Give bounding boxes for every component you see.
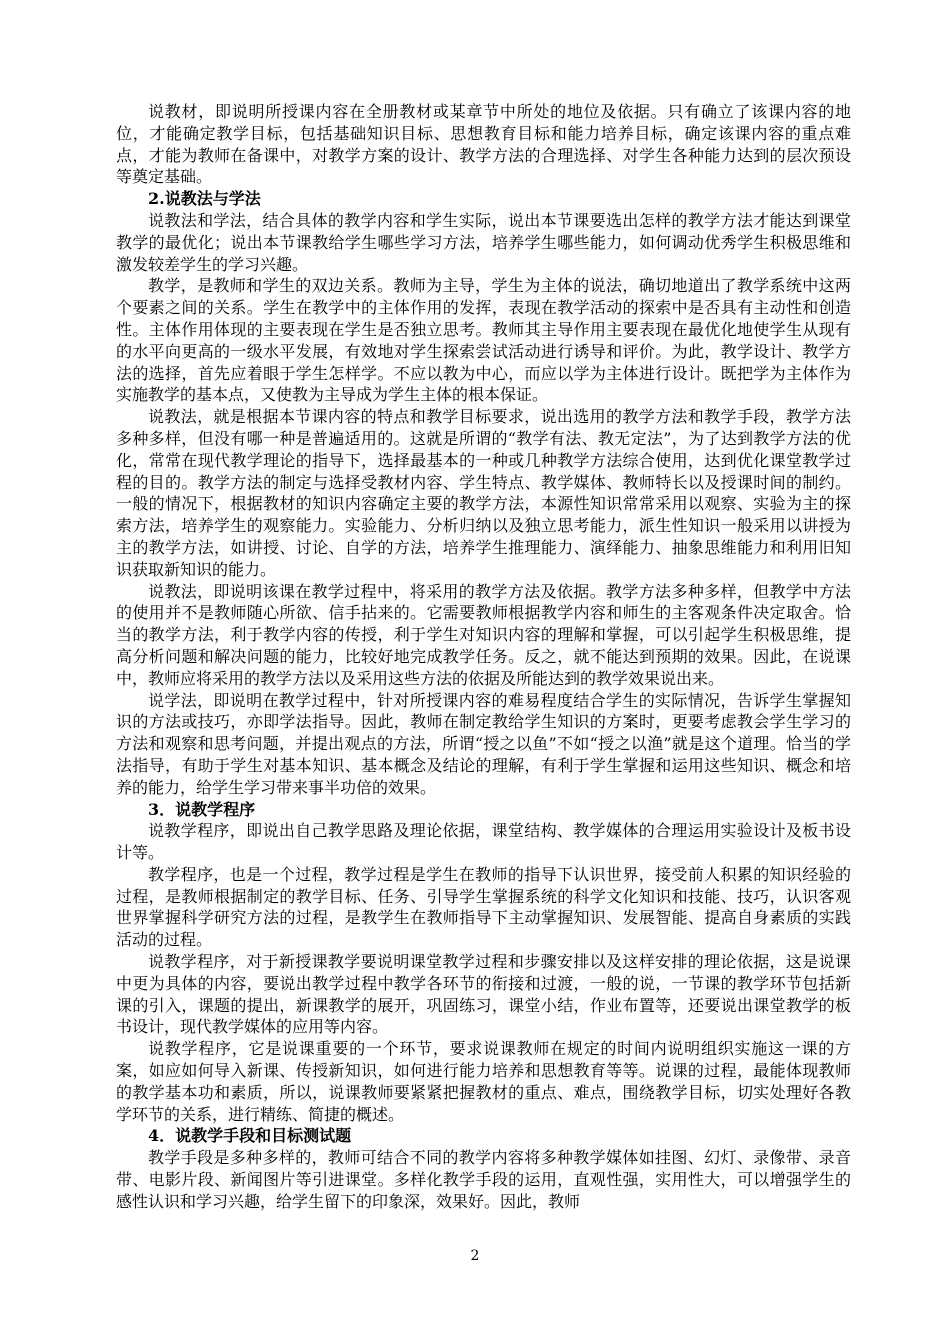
paragraph: 说教法和学法，结合具体的教学内容和学生实际，说出本节课要选出怎样的教学方法才能达到课堂教学的最优化；说出本节课教给学生哪些学习方法，培养学生哪些能力，如何调动优秀学生积极思维和激发较差学生的学习兴趣。 (116, 210, 851, 274)
page-number: 2 (470, 1248, 480, 1264)
paragraph: 教学手段是多种多样的，教师可结合不同的教学内容将多种教学媒体如挂图、幻灯、录像带、录音带、电影片段、新闻图片等引进课堂。多样化教学手段的运用，直观性强，实用性大，可以增强学生的感性认识和学习兴趣，给学生留下的印象深，效果好。因此，教师 (116, 1148, 851, 1211)
paragraph: 说教法，即说明该课在教学过程中，将采用的教学方法及依据。教学方法多种多样，但教学中方法的使用并不是教师随心所欲、信手拈来的。它需要教师根据教学内容和师生的主客观条件决定取舍。恰当的教学方法，利于教学内容的传授，利于学生对知识内容的理解和掌握，可以引起学生积极思维，提高分析问题和解决问题的能力，比较好地完成教学任务。反之，就不能达到预期的效果。因此，在说课中，教师应将采用的教学方法以及采用这些方法的依据及所能达到的教学效果说出来。 (116, 581, 851, 688)
paragraph: 说教学程序，它是说课重要的一个环节，要求说课教师在规定的时间内说明组织实施这一课的方案，如应如何导入新课、传授新知识，如何进行能力培养和思想教育等等。说课的过程，最能体现教师的教学基本功和素质，所以，说课教师要紧紧把握教材的重点、难点，围绕教学目标，切实处理好各教学环节的关系，进行精练、简捷的概述。 (116, 1039, 851, 1124)
section-heading: 3．说教学程序 (148, 799, 256, 819)
paragraph: 教学程序，也是一个过程，教学过程是学生在教师的指导下认识世界，接受前人积累的知识经验的过程，是教师根据制定的教学目标、任务、引导学生掌握系统的科学文化知识和技能、技巧，认识客观世界掌握科学研究方法的过程，是教学生在教师指导下主动掌握知识、发展智能、提高自身素质的实践活动的过程。 (116, 864, 851, 950)
paragraph: 说教材，即说明所授课内容在全册教材或某章节中所处的地位及依据。只有确立了该课内容的地位，才能确定教学目标，包括基础知识目标、思想教育目标和能力培养目标，确定该课内容的重点难点，才能为教师在备课中，对教学方案的设计、教学方法的合理选择、对学生各种能力达到的层次预设等奠定基础。 (116, 102, 851, 187)
paragraph: 教学，是教师和学生的双边关系。教师为主导，学生为主体的说法，确切地道出了教学系统中这两个要素之间的关系。学生在教学中的主体作用的发挥，表现在教学活动的探索中是否具有主动性和创造性。主体作用体现的主要表现在学生是否独立思考。教师其主导作用主要表现在最优化地使学生从现有的水平向更高的一级水平发展，有效地对学生探索尝试活动进行诱导和评价。为此，教学设计、教学方法的选择，首先应着眼于学生怎样学。不应以教为中心，而应以学为主体进行设计。既把学为主体作为实施教学的基本点，又使教为主导成为学生主体的根本保证。 (116, 276, 851, 405)
section-heading: 2.说教法与学法 (148, 189, 261, 209)
paragraph: 说教学程序，对于新授课教学要说明课堂教学过程和步骤安排以及这样安排的理论依据，这是说课中更为具体的内容，要说出教学过程中教学各环节的衔接和过渡，一般的说，一节课的教学环节包括新课的引入，课题的提出，新课教学的展开，巩固练习，课堂小结，作业布置等，还要说出课堂教学的板书设计，现代教学媒体的应用等内容。 (116, 952, 851, 1037)
paragraph: 说教法，就是根据本节课内容的特点和教学目标要求，说出选用的教学方法和教学手段，教学方法多种多样，但没有哪一种是普遍适用的。这就是所谓的“教学有法、教无定法”，为了达到教学方法的优化，常常在现代教学理论的指导下，选择最基本的一种或几种教学方法综合使用，达到优化课堂教学过程的目的。教学方法的制定与选择受教材内容、学生特点、教学媒体、教师特长以及授课时间的制约。一般的情况下，根据教材的知识内容确定主要的教学方法，本源性知识常常采用以观察、实验为主的探索方法，培养学生的观察能力。实验能力、分析归纳以及独立思考能力，派生性知识一般采用以讲授为主的教学方法，如讲授、讨论、自学的方法，培养学生推理能力、演绎能力、抽象思维能力和利用旧知识获取新知识的能力。 (116, 407, 851, 579)
paragraph: 说学法，即说明在教学过程中，针对所授课内容的难易程度结合学生的实际情况，告诉学生掌握知识的方法或技巧，亦即学法指导。因此，教师在制定教给学生知识的方案时，更要考虑教会学生学习的方法和观察和思考问题，并提出观点的方法，所谓“授之以鱼”不如“授之以渔”就是这个道理。恰当的学法指导，有助于学生对基本知识、基本概念及结论的理解，有利于学生掌握和运用这些知识、概念和培养的能力，给学生学习带来事半功倍的效果。 (116, 690, 851, 797)
body-text (116, 101, 851, 1213)
section-heading: 4．说教学手段和目标测试题 (148, 1126, 352, 1146)
paragraph: 说教学程序，即说出自己教学思路及理论依据，课堂结构、教学媒体的合理运用实验设计及板书设计等。 (116, 821, 851, 863)
